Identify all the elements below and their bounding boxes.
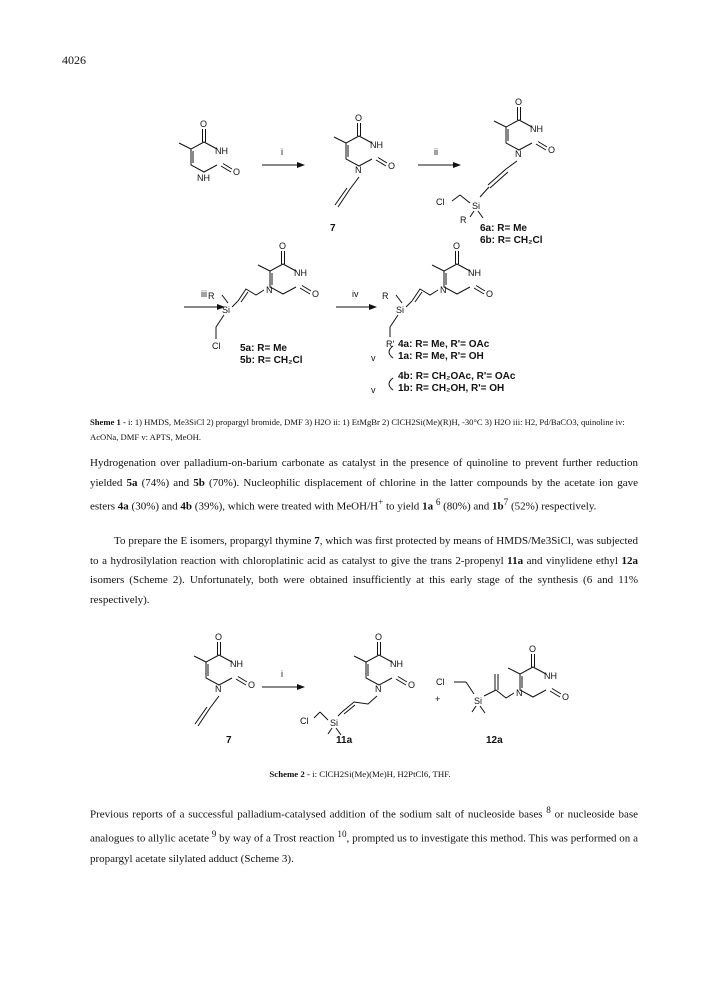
compound-4-structure <box>382 241 493 349</box>
compound-7-label-2: 7 <box>226 735 232 746</box>
arrow-iv <box>336 289 376 307</box>
svg-text:O: O <box>515 97 523 107</box>
plus-sign: + <box>435 694 441 704</box>
svg-text:Si: Si <box>474 696 483 706</box>
svg-text:O: O <box>312 289 320 299</box>
compound-7-structure <box>334 113 395 207</box>
label-5b: 5b: R= CH₂Cl <box>240 355 303 366</box>
scheme-1-caption: Sheme 1 - i: 1) HMDS, Me3SiCl 2) propargyl bromide, DMF 3) H2O ii: 1) EtMgBr 2) ClCH2Si(Me)(R)H, -30°C 3) H2O iii: H2, Pd/BaCO3, quinoline iv: AcONa, DMF v: APTS, MeOH. <box>90 417 625 442</box>
svg-text:O: O <box>408 680 416 690</box>
svg-text:O: O <box>529 644 537 654</box>
svg-text:NH: NH <box>215 146 228 156</box>
svg-text:R: R <box>382 291 389 301</box>
svg-text:NH: NH <box>544 671 557 681</box>
svg-text:Si: Si <box>396 305 405 315</box>
svg-text:O: O <box>215 632 223 642</box>
svg-text:i: i <box>281 147 283 157</box>
svg-text:N: N <box>266 285 273 295</box>
svg-text:O: O <box>200 119 208 129</box>
svg-text:Si: Si <box>472 201 481 211</box>
paragraph-1: Hydrogenation over palladium-on-barium carbonate as catalyst in the presence of quinoline to prevent further reduction yielded 5a (74%) and 5b (70%). Nucleophilic displacement of chlorine in the latter compounds by the acetate ion gave esters 4a (30%) and 4b (39%), which were treated with MeOH/H+ to yield 1a $^6$ (80%) and $1b^7$ (52%) respectively. <box>90 457 639 513</box>
svg-text:ii: ii <box>434 147 438 157</box>
svg-text:iv: iv <box>352 289 359 299</box>
compound-6-structure <box>436 97 555 225</box>
svg-text:NH: NH <box>370 140 383 150</box>
paragraph-2: To prepare the E isomers, propargyl thymine 7, which was first protected by means of HMDS/Me3SiCl, was subjected to a hydrosilylation reaction with chloroplatinic acid as catalyst to give the trans 2-propenyl 11a and vinylidene ethyl 12a isomers (Scheme 2). Unfortunately, both were obtained insufficiently at this early stage of the synthesis (6 and 11% respectively). <box>90 535 638 606</box>
svg-text:O: O <box>355 113 363 123</box>
svg-text:R: R <box>208 291 215 301</box>
svg-text:O: O <box>375 632 383 642</box>
label-4a: 4a: R= Me, R'= OAc <box>398 339 490 350</box>
svg-text:Si: Si <box>222 305 231 315</box>
arrow-iii <box>184 289 224 307</box>
svg-text:N: N <box>440 285 447 295</box>
svg-text:N: N <box>215 684 222 694</box>
compound-7-structure-2 <box>194 632 255 726</box>
label-6a: 6a: R= Me <box>480 223 527 234</box>
arrow-ii <box>418 147 460 165</box>
svg-text:iii: iii <box>201 289 207 299</box>
label-1b: 1b: R= CH₂OH, R'= OH <box>398 383 505 394</box>
svg-text:Cl: Cl <box>300 716 309 726</box>
svg-text:O: O <box>248 680 256 690</box>
label-4b: 4b: R= CH₂OAc, R'= OAc <box>398 371 516 382</box>
page-number: 4026 <box>62 53 86 67</box>
svg-text:O: O <box>453 241 461 251</box>
svg-text:R': R' <box>386 339 395 349</box>
thymine-structure <box>179 119 240 183</box>
svg-text:Cl: Cl <box>212 341 221 351</box>
compound-12a-label: 12a <box>486 735 503 746</box>
compound-11a-structure <box>300 632 415 735</box>
svg-text:NH: NH <box>294 268 307 278</box>
compound-5-structure <box>208 241 319 351</box>
svg-text:O: O <box>233 167 241 177</box>
label-5a: 5a: R= Me <box>240 343 287 354</box>
compound-11a-label: 11a <box>336 735 353 746</box>
svg-text:Cl: Cl <box>436 677 445 687</box>
scheme-2 <box>0 630 720 760</box>
compound-7-label: 7 <box>330 223 336 234</box>
svg-text:NH: NH <box>230 659 243 669</box>
svg-text:O: O <box>279 241 287 251</box>
paragraph-3: Previous reports of a successful palladium-catalysed addition of the sodium salt of nucleoside bases $^8$ or nucleoside base analogues to allylic acetate $^9$ by way of a Trost reaction $^{10}$, prompted us to investigate this method. This was performed on a propargyl acetate silylated adduct (Scheme 3). <box>90 805 638 865</box>
svg-text:O: O <box>548 145 556 155</box>
svg-text:O: O <box>486 289 494 299</box>
svg-text:Si: Si <box>330 718 339 728</box>
label-1a: 1a: R= Me, R'= OH <box>398 351 484 362</box>
svg-text:N: N <box>515 149 522 159</box>
scheme-1 <box>0 95 720 405</box>
svg-text:N: N <box>375 684 382 694</box>
arrow-i <box>262 147 304 165</box>
svg-text:R: R <box>460 215 467 225</box>
compound-12a-structure <box>436 644 569 713</box>
arrow-i-2 <box>262 669 304 687</box>
svg-text:NH: NH <box>468 268 481 278</box>
svg-text:i: i <box>281 669 283 679</box>
svg-text:NH: NH <box>390 659 403 669</box>
svg-text:Cl: Cl <box>436 197 445 207</box>
svg-text:v: v <box>371 353 376 363</box>
svg-text:N: N <box>516 688 523 698</box>
svg-text:O: O <box>562 692 570 702</box>
svg-text:N: N <box>355 165 362 175</box>
scheme-2-caption: Scheme 2 - i: ClCH2Si(Me)(Me)H, H2PtCl6, THF. <box>269 769 451 779</box>
svg-text:NH: NH <box>530 124 543 134</box>
label-6b: 6b: R= CH₂Cl <box>480 235 543 246</box>
svg-text:v: v <box>371 385 376 395</box>
svg-text:NH: NH <box>197 173 210 183</box>
svg-text:O: O <box>388 161 396 171</box>
